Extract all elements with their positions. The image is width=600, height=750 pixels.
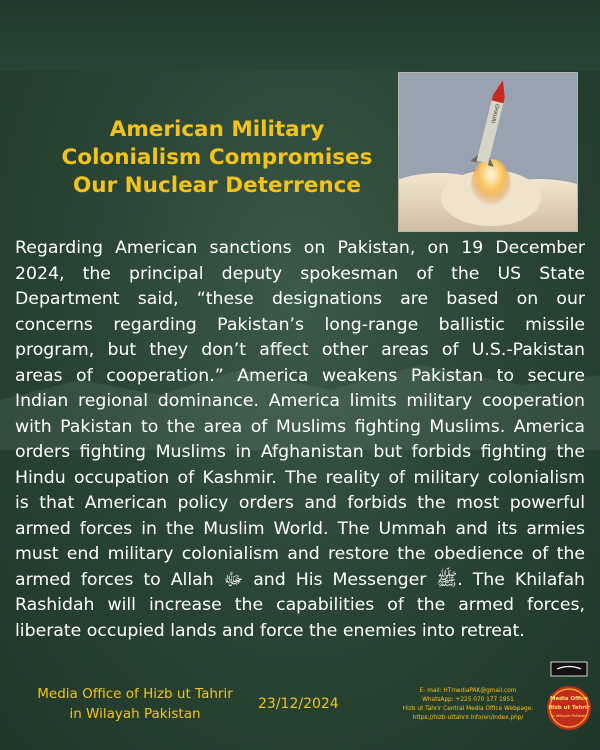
- contact-webpage-label: Hizb ut Tahrir Central Media Office Webpage:: [402, 706, 534, 712]
- body-line: orders fighting Muslims in Afghanistan but forbids fighting the: [15, 442, 585, 462]
- publication-date: 23/12/2024: [258, 696, 339, 712]
- office-line-2: in Wilayah Pakistan: [69, 706, 201, 722]
- headline: [52, 116, 382, 200]
- headline-line-1: American Military: [109, 117, 325, 142]
- body-line: with Pakistan to the area of Muslims fighting Muslims. America: [15, 416, 585, 437]
- body-line: 2024, the principal deputy spokesman of the US State: [15, 263, 585, 284]
- body-line: armed forces in the Muslim World. The Ummah and its armies: [15, 518, 585, 539]
- contact-info: [378, 687, 558, 723]
- contact-whatsapp: WhatsApp: +225 070 177 1951: [422, 697, 514, 703]
- body-line: must end military colonialism and restore the obedience of the: [15, 544, 585, 564]
- body-line: liberate occupied lands and force the enemies into retreat.: [15, 620, 525, 641]
- top-band: [0, 0, 600, 70]
- office-line-1: Media Office of Hizb ut Tahrir: [37, 686, 233, 702]
- body-line: areas of cooperation.” America weakens Pakistan to secure: [15, 365, 585, 386]
- media-office-logo: [545, 660, 593, 740]
- body-line: Regarding American sanctions on Pakistan, on 19 December: [15, 238, 585, 258]
- contact-email: E- mail: HTmediaPAK@gmail.com: [419, 688, 517, 694]
- headline-line-2: Colonialism Compromises: [61, 145, 373, 170]
- body-line: program, but they don’t affect other areas of U.S.-Pakistan: [15, 340, 585, 360]
- missile-text: GHAURI: [489, 103, 500, 124]
- article-body: [15, 236, 585, 644]
- logo-text-3: in Wilayah Pakistan: [551, 714, 587, 718]
- body-line: concerns regarding Pakistan’s long-range ballistic missile: [15, 314, 585, 335]
- logo-text-2: Hizb ut Tahrir: [548, 705, 590, 711]
- body-line: Department said, “these designations are based on our: [15, 289, 585, 309]
- body-line: armed forces to Allah ﷻ and His Messenger ﷺ. The Khilafah: [15, 569, 585, 590]
- body-line: is that American policy orders and forbids the most powerful: [15, 493, 585, 513]
- media-office-name: [20, 684, 250, 724]
- headline-line-3: Our Nuclear Deterrence: [73, 173, 361, 198]
- contact-webpage-url: https://hizb-uttahrir.info/en/index.php/: [412, 715, 524, 721]
- missile-launch-photo: [398, 72, 578, 232]
- logo-text-1: Media Office: [550, 696, 588, 702]
- body-line: Hindu occupation of Kashmir. The reality of military colonialism: [15, 467, 585, 488]
- body-line: Rashidah will increase the capabilities of the armed forces,: [15, 595, 585, 615]
- body-line: Indian regional dominance. America limits military cooperation: [15, 391, 585, 411]
